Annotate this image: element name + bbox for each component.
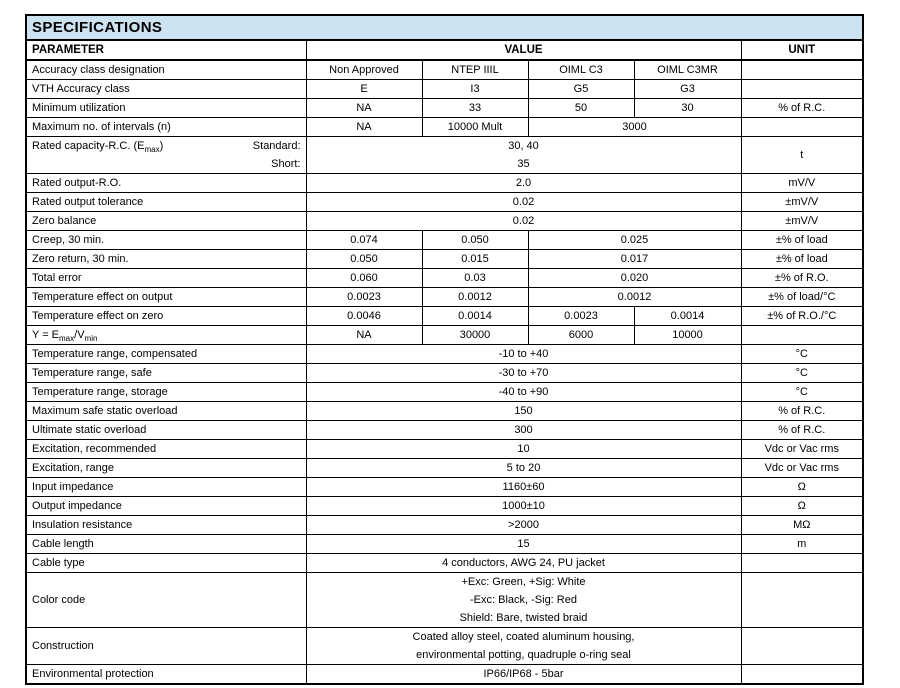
unit-cell: Ω bbox=[741, 497, 863, 516]
table-row bbox=[26, 345, 863, 364]
unit-cell: % of R.C. bbox=[741, 99, 863, 118]
value-cell: 10 bbox=[306, 440, 741, 459]
unit-cell bbox=[741, 326, 863, 345]
value-cell: 1160±60 bbox=[306, 478, 741, 497]
unit-cell: t bbox=[741, 137, 863, 174]
value-cell: 0.0023 bbox=[306, 288, 422, 307]
unit-cell bbox=[741, 80, 863, 99]
parameter-cell: Total error bbox=[26, 269, 306, 288]
parameter-cell: Maximum safe static overload bbox=[26, 402, 306, 421]
unit-cell bbox=[741, 573, 863, 628]
unit-cell: ±% of load bbox=[741, 250, 863, 269]
table-row bbox=[26, 212, 863, 231]
unit-cell bbox=[741, 118, 863, 137]
table-row bbox=[26, 326, 863, 345]
value-cell: -10 to +40 bbox=[306, 345, 741, 364]
column-header-parameter: PARAMETER bbox=[26, 40, 306, 60]
parameter-cell: Temperature effect on zero bbox=[26, 307, 306, 326]
value-cell: 0.0014 bbox=[634, 307, 741, 326]
value-cell: OIML C3 bbox=[528, 60, 634, 80]
unit-cell: ±% of load/°C bbox=[741, 288, 863, 307]
parameter-cell: Insulation resistance bbox=[26, 516, 306, 535]
page-title: SPECIFICATIONS bbox=[26, 15, 863, 40]
table-row bbox=[26, 478, 863, 497]
value-cell: 5 to 20 bbox=[306, 459, 741, 478]
table-row bbox=[26, 137, 863, 174]
value-cell: 0.015 bbox=[422, 250, 528, 269]
parameter-cell: Ultimate static overload bbox=[26, 421, 306, 440]
value-cell: G3 bbox=[634, 80, 741, 99]
value-cell: 0.0023 bbox=[528, 307, 634, 326]
table-row bbox=[26, 364, 863, 383]
value-cell: 6000 bbox=[528, 326, 634, 345]
table-body bbox=[26, 60, 863, 684]
parameter-cell: Excitation, recommended bbox=[26, 440, 306, 459]
value-cell: 30000 bbox=[422, 326, 528, 345]
value-cell: -40 to +90 bbox=[306, 383, 741, 402]
value-cell: 300 bbox=[306, 421, 741, 440]
parameter-cell: Rated output-R.O. bbox=[26, 174, 306, 193]
parameter-cell: Rated output tolerance bbox=[26, 193, 306, 212]
table-row bbox=[26, 535, 863, 554]
unit-cell: ±% of R.O. bbox=[741, 269, 863, 288]
parameter-cell: Zero return, 30 min. bbox=[26, 250, 306, 269]
unit-cell: mV/V bbox=[741, 174, 863, 193]
parameter-cell: Minimum utilization bbox=[26, 99, 306, 118]
value-cell: -30 to +70 bbox=[306, 364, 741, 383]
parameter-sub-labels: Standard: Short: bbox=[252, 140, 301, 170]
unit-cell: % of R.C. bbox=[741, 421, 863, 440]
column-header-unit: UNIT bbox=[741, 40, 863, 60]
parameter-cell: Temperature range, storage bbox=[26, 383, 306, 402]
value-cell: 0.050 bbox=[422, 231, 528, 250]
value-cell: NA bbox=[306, 326, 422, 345]
value-cell: 3000 bbox=[528, 118, 741, 137]
parameter-cell: Excitation, range bbox=[26, 459, 306, 478]
table-row bbox=[26, 628, 863, 665]
table-row bbox=[26, 497, 863, 516]
value-cell: 50 bbox=[528, 99, 634, 118]
parameter-cell: Accuracy class designation bbox=[26, 60, 306, 80]
value-cell: 0.03 bbox=[422, 269, 528, 288]
value-cell: 1000±10 bbox=[306, 497, 741, 516]
unit-cell: °C bbox=[741, 364, 863, 383]
unit-cell: Ω bbox=[741, 478, 863, 497]
unit-cell: °C bbox=[741, 345, 863, 364]
value-cell: 0.0046 bbox=[306, 307, 422, 326]
value-cell: +Exc: Green, +Sig: White -Exc: Black, -Sig: Red Shield: Bare, twisted braid bbox=[306, 573, 741, 628]
unit-cell: % of R.C. bbox=[741, 402, 863, 421]
value-cell: >2000 bbox=[306, 516, 741, 535]
specifications-table bbox=[25, 14, 864, 685]
value-cell: 0.02 bbox=[306, 212, 741, 231]
table-row bbox=[26, 99, 863, 118]
value-cell: Non Approved bbox=[306, 60, 422, 80]
value-cell: OIML C3MR bbox=[634, 60, 741, 80]
parameter-cell: Maximum no. of intervals (n) bbox=[26, 118, 306, 137]
unit-cell: Vdc or Vac rms bbox=[741, 440, 863, 459]
value-cell: E bbox=[306, 80, 422, 99]
unit-cell bbox=[741, 554, 863, 573]
value-cell: Coated alloy steel, coated aluminum housing, environmental potting, quadruple o-ring seal bbox=[306, 628, 741, 665]
parameter-cell: Temperature range, compensated bbox=[26, 345, 306, 364]
unit-cell bbox=[741, 60, 863, 80]
value-cell: 0.0012 bbox=[422, 288, 528, 307]
table-row bbox=[26, 459, 863, 478]
parameter-cell: Environmental protection bbox=[26, 665, 306, 685]
value-cell: NA bbox=[306, 99, 422, 118]
unit-cell bbox=[741, 628, 863, 665]
table-row bbox=[26, 288, 863, 307]
table-row bbox=[26, 60, 863, 80]
table-row bbox=[26, 554, 863, 573]
table-row bbox=[26, 269, 863, 288]
parameter-cell: Color code bbox=[26, 573, 306, 628]
value-cell: I3 bbox=[422, 80, 528, 99]
column-header-value: VALUE bbox=[306, 40, 741, 60]
value-cell: 0.02 bbox=[306, 193, 741, 212]
table-row bbox=[26, 573, 863, 628]
value-cell: 33 bbox=[422, 99, 528, 118]
parameter-cell: VTH Accuracy class bbox=[26, 80, 306, 99]
value-cell: 15 bbox=[306, 535, 741, 554]
table-row bbox=[26, 80, 863, 99]
parameter-cell: Output impedance bbox=[26, 497, 306, 516]
parameter-cell: Temperature effect on output bbox=[26, 288, 306, 307]
parameter-cell: Creep, 30 min. bbox=[26, 231, 306, 250]
table-row bbox=[26, 250, 863, 269]
value-cell: G5 bbox=[528, 80, 634, 99]
value-cell: NA bbox=[306, 118, 422, 137]
table-row bbox=[26, 665, 863, 685]
unit-cell: Vdc or Vac rms bbox=[741, 459, 863, 478]
table-row bbox=[26, 174, 863, 193]
table-row bbox=[26, 402, 863, 421]
table-row bbox=[26, 516, 863, 535]
unit-cell: °C bbox=[741, 383, 863, 402]
unit-cell: ±% of load bbox=[741, 231, 863, 250]
value-cell: 4 conductors, AWG 24, PU jacket bbox=[306, 554, 741, 573]
value-cell: 10000 Mult bbox=[422, 118, 528, 137]
value-cell: 0.074 bbox=[306, 231, 422, 250]
table-row bbox=[26, 118, 863, 137]
value-cell: 30, 40 35 bbox=[306, 137, 741, 174]
table-row bbox=[26, 193, 863, 212]
parameter-cell: Rated capacity-R.C. $(E_{max})$ Standard: Short: bbox=[26, 137, 306, 174]
value-cell: 0.025 bbox=[528, 231, 741, 250]
parameter-cell: Temperature range, safe bbox=[26, 364, 306, 383]
parameter-cell: Cable type bbox=[26, 554, 306, 573]
value-cell: 0.060 bbox=[306, 269, 422, 288]
unit-cell: m bbox=[741, 535, 863, 554]
table-row bbox=[26, 440, 863, 459]
parameter-cell: Zero balance bbox=[26, 212, 306, 231]
table-row bbox=[26, 421, 863, 440]
value-cell: 0.020 bbox=[528, 269, 741, 288]
unit-cell bbox=[741, 665, 863, 685]
value-cell: 0.050 bbox=[306, 250, 422, 269]
value-cell: 2.0 bbox=[306, 174, 741, 193]
parameter-cell: Input impedance bbox=[26, 478, 306, 497]
parameter-cell: Construction bbox=[26, 628, 306, 665]
value-cell: 150 bbox=[306, 402, 741, 421]
table-row bbox=[26, 231, 863, 250]
value-cell: 0.0014 bbox=[422, 307, 528, 326]
unit-cell: MΩ bbox=[741, 516, 863, 535]
value-cell: 0.0012 bbox=[528, 288, 741, 307]
value-cell: NTEP IIIL bbox=[422, 60, 528, 80]
header-row bbox=[26, 40, 863, 60]
unit-cell: ±% of R.O./°C bbox=[741, 307, 863, 326]
table-row bbox=[26, 383, 863, 402]
unit-cell: ±mV/V bbox=[741, 193, 863, 212]
value-cell: 10000 bbox=[634, 326, 741, 345]
parameter-cell: $Y = E_{max}/V_{min}$ bbox=[26, 326, 306, 345]
value-cell: IP66/IP68 - 5bar bbox=[306, 665, 741, 685]
title-row bbox=[26, 15, 863, 40]
table-row bbox=[26, 307, 863, 326]
value-cell: 30 bbox=[634, 99, 741, 118]
value-cell: 0.017 bbox=[528, 250, 741, 269]
parameter-cell: Cable length bbox=[26, 535, 306, 554]
unit-cell: ±mV/V bbox=[741, 212, 863, 231]
